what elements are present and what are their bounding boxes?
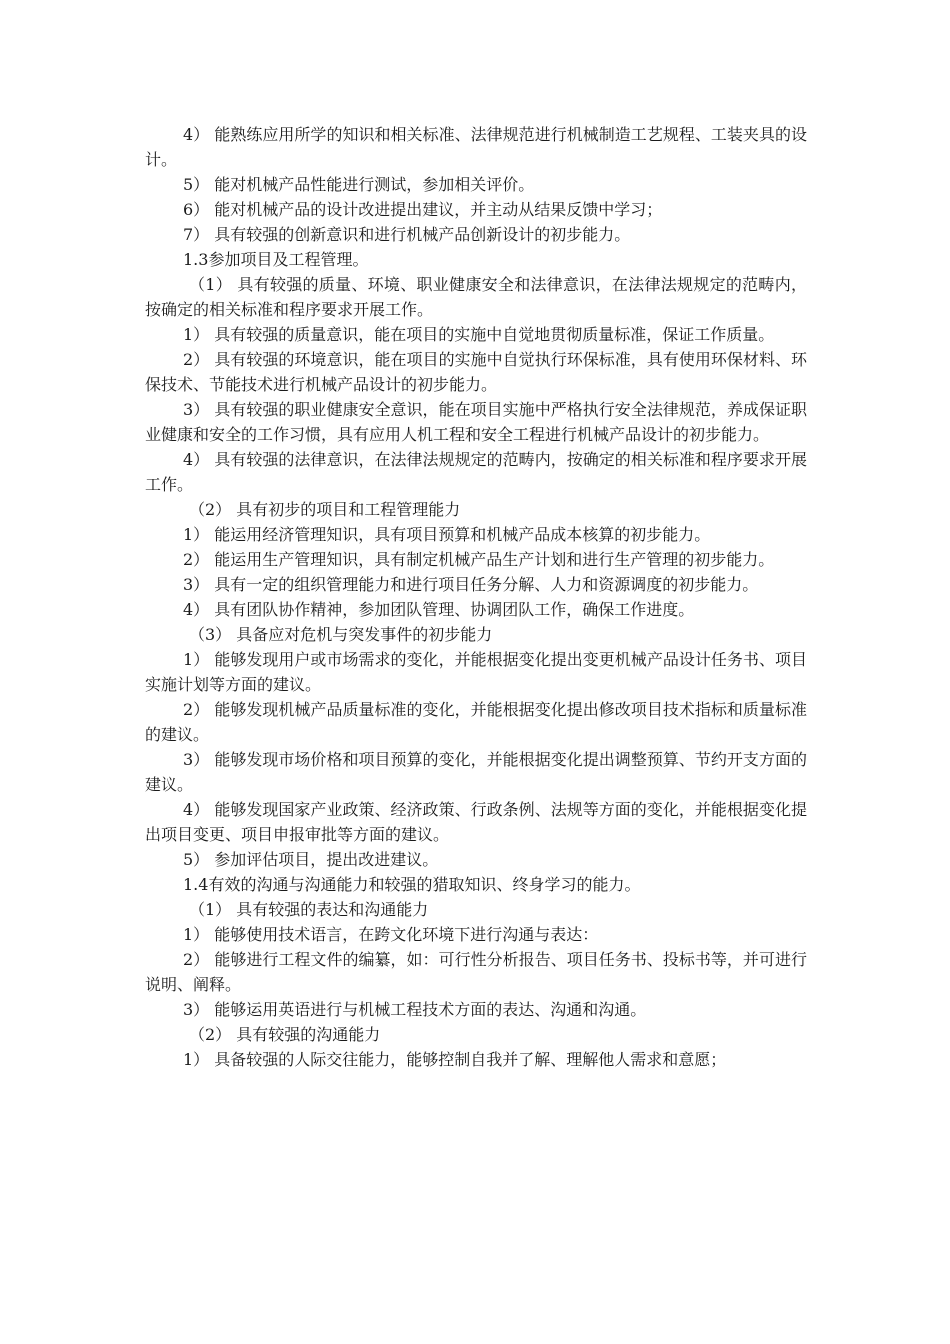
- paragraph: 5） 参加评估项目，提出改进建议。: [183, 850, 439, 869]
- paragraph: 3） 具有一定的组织管理能力和进行项目任务分解、人力和资源调度的初步能力。: [183, 575, 759, 594]
- paragraph: 1） 具备较强的人际交往能力，能够控制自我并了解、理解他人需求和意愿；: [183, 1050, 727, 1069]
- paragraph: 3） 具有较强的职业健康安全意识，能在项目实施中严格执行安全法律规范，养成保证职业健康和安全的工作习惯，具有应用人机工程和安全工程进行机械产品设计的初步能力。: [145, 400, 807, 444]
- subsection-heading: （3） 具备应对危机与突发事件的初步能力: [189, 625, 493, 644]
- paragraph: 1） 能够使用技术语言，在跨文化环境下进行沟通与表达：: [183, 925, 599, 944]
- paragraph: 7） 具有较强的创新意识和进行机械产品创新设计的初步能力。: [183, 225, 631, 244]
- subsection-heading: （1） 具有较强的表达和沟通能力: [189, 900, 429, 919]
- paragraph: 1） 具有较强的质量意识，能在项目的实施中自觉地贯彻质量标准，保证工作质量。: [183, 325, 775, 344]
- section-heading: 1.3参加项目及工程管理。: [183, 250, 369, 269]
- paragraph: 2） 具有较强的环境意识，能在项目的实施中自觉执行环保标准，具有使用环保材料、环保技术、节能技术进行机械产品设计的初步能力。: [145, 350, 807, 394]
- paragraph: 3） 能够发现市场价格和项目预算的变化，并能根据变化提出调整预算、节约开支方面的建议。: [145, 750, 807, 794]
- paragraph: 4） 具有团队协作精神，参加团队管理、协调团队工作，确保工作进度。: [183, 600, 695, 619]
- subsection-heading: （2） 具有较强的沟通能力: [189, 1025, 381, 1044]
- subsection-heading: （1） 具有较强的质量、环境、职业健康安全和法律意识，在法律法规规定的范畴内，按确定的相关标准和程序要求开展工作。: [145, 275, 807, 319]
- paragraph: 2） 能运用生产管理知识，具有制定机械产品生产计划和进行生产管理的初步能力。: [183, 550, 775, 569]
- document-page: [145, 122, 807, 1072]
- paragraph: 4） 具有较强的法律意识，在法律法规规定的范畴内，按确定的相关标准和程序要求开展工作。: [145, 450, 807, 494]
- paragraph: 6） 能对机械产品的设计改进提出建议，并主动从结果反馈中学习；: [183, 200, 663, 219]
- section-heading: 1.4有效的沟通与沟通能力和较强的猎取知识、终身学习的能力。: [183, 875, 641, 894]
- paragraph: 4） 能熟练应用所学的知识和相关标准、法律规范进行机械制造工艺规程、工装夹具的设计。: [145, 125, 807, 169]
- paragraph: 3） 能够运用英语进行与机械工程技术方面的表达、沟通和沟通。: [183, 1000, 647, 1019]
- paragraph: 1） 能够发现用户或市场需求的变化，并能根据变化提出变更机械产品设计任务书、项目实施计划等方面的建议。: [145, 650, 807, 694]
- paragraph: 5） 能对机械产品性能进行测试，参加相关评价。: [183, 175, 535, 194]
- paragraph: 4） 能够发现国家产业政策、经济政策、行政条例、法规等方面的变化，并能根据变化提出项目变更、项目申报审批等方面的建议。: [145, 800, 807, 844]
- paragraph: 2） 能够发现机械产品质量标准的变化，并能根据变化提出修改项目技术指标和质量标准的建议。: [145, 700, 807, 744]
- paragraph: 1） 能运用经济管理知识，具有项目预算和机械产品成本核算的初步能力。: [183, 525, 711, 544]
- subsection-heading: （2） 具有初步的项目和工程管理能力: [189, 500, 461, 519]
- paragraph: 2） 能够进行工程文件的编纂，如：可行性分析报告、项目任务书、投标书等，并可进行说明、阐释。: [145, 950, 807, 994]
